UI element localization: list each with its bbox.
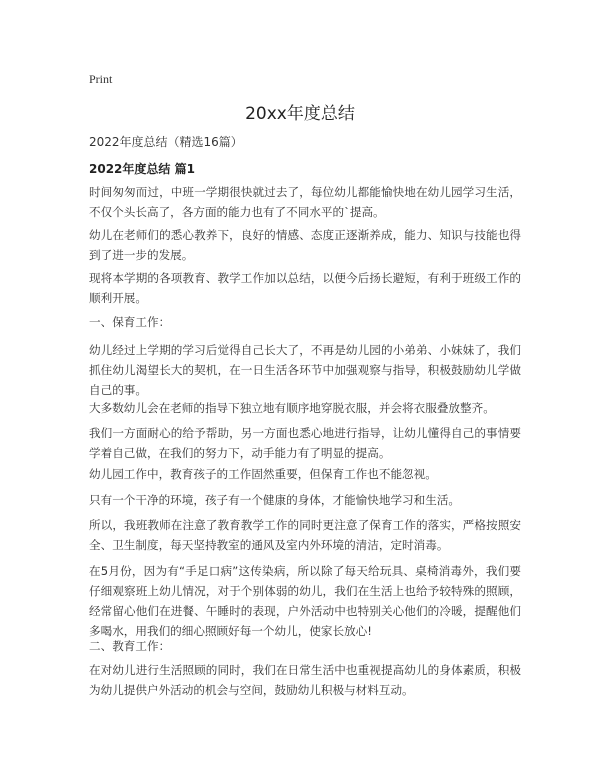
paragraph-9: 所以，我班教师在注意了教育教学工作的同时更注意了保育工作的落实，严格按照安全、卫生制度，每天坚持教室的通风及室内外环境的清洁，定时消毒。 [89, 518, 521, 552]
paragraph-6: 我们一方面耐心的给予帮助，另一方面也悉心地进行指导，让幼儿懂得自己的事情要学着自己做，在我们的努力下，动手能力有了明显的提高。 [89, 426, 521, 460]
section-heading: 2022年度总结 篇1 [89, 162, 195, 176]
paragraph-4: 幼儿经过上学期的学习后觉得自己长大了，不再是幼儿园的小弟弟、小妹妹了，我们抓住幼儿渴望长大的契机，在一日生活各环节中加强观察与指导，积极鼓励幼儿学做自己的事。 [89, 343, 521, 397]
paragraph-2: 幼儿在老师们的悉心教养下，良好的情感、态度正逐渐养成，能力、知识与技能也得到了进一步的发展。 [89, 228, 521, 262]
paragraph-8: 只有一个干净的环境，孩子有一个健康的身体，才能愉快地学习和生活。 [89, 493, 461, 507]
print-label: Print [89, 72, 113, 86]
paragraph-3: 现将本学期的各项教育、教学工作加以总结，以便今后扬长避短，有利于班级工作的顺利开展。 [89, 271, 521, 305]
heading-education: 二、教育工作： [89, 639, 171, 653]
paragraph-7: 幼儿园工作中，教育孩子的工作固然重要，但保育工作也不能忽视。 [89, 467, 437, 481]
page-title: 20xx年度总结 [245, 104, 355, 124]
paragraph-1: 时间匆匆而过，中班一学期很快就过去了，每位幼儿都能愉快地在幼儿园学习生活，不仅个头长高了，各方面的能力也有了不同水平的`提高。 [89, 185, 521, 219]
paragraph-10: 在5月份，因为有“手足口病”这传染病，所以除了每天给玩具、桌椅消毒外，我们要仔细观察班上幼儿情况，对于个别体弱的幼儿，我们在生活上也给予较特殊的照顾，经常留心他们在进餐、午睡时的表现，户外活动中也特别关心他们的冷暖，提醒他们多喝水，用我们的细心照顾好每一个幼儿，使家长放心! [89, 564, 521, 638]
document-subtitle: 2022年度总结（精选16篇） [89, 135, 243, 149]
heading-childcare: 一、保育工作： [89, 315, 171, 329]
paragraph-5: 大多数幼儿会在老师的指导下独立地有顺序地穿脱衣服，并会将衣服叠放整齐。 [89, 401, 495, 415]
paragraph-11: 在对幼儿进行生活照顾的同时，我们在日常生活中也重视提高幼儿的身体素质，积极为幼儿提供户外活动的机会与空间，鼓励幼儿积极与材料互动。 [89, 663, 521, 697]
